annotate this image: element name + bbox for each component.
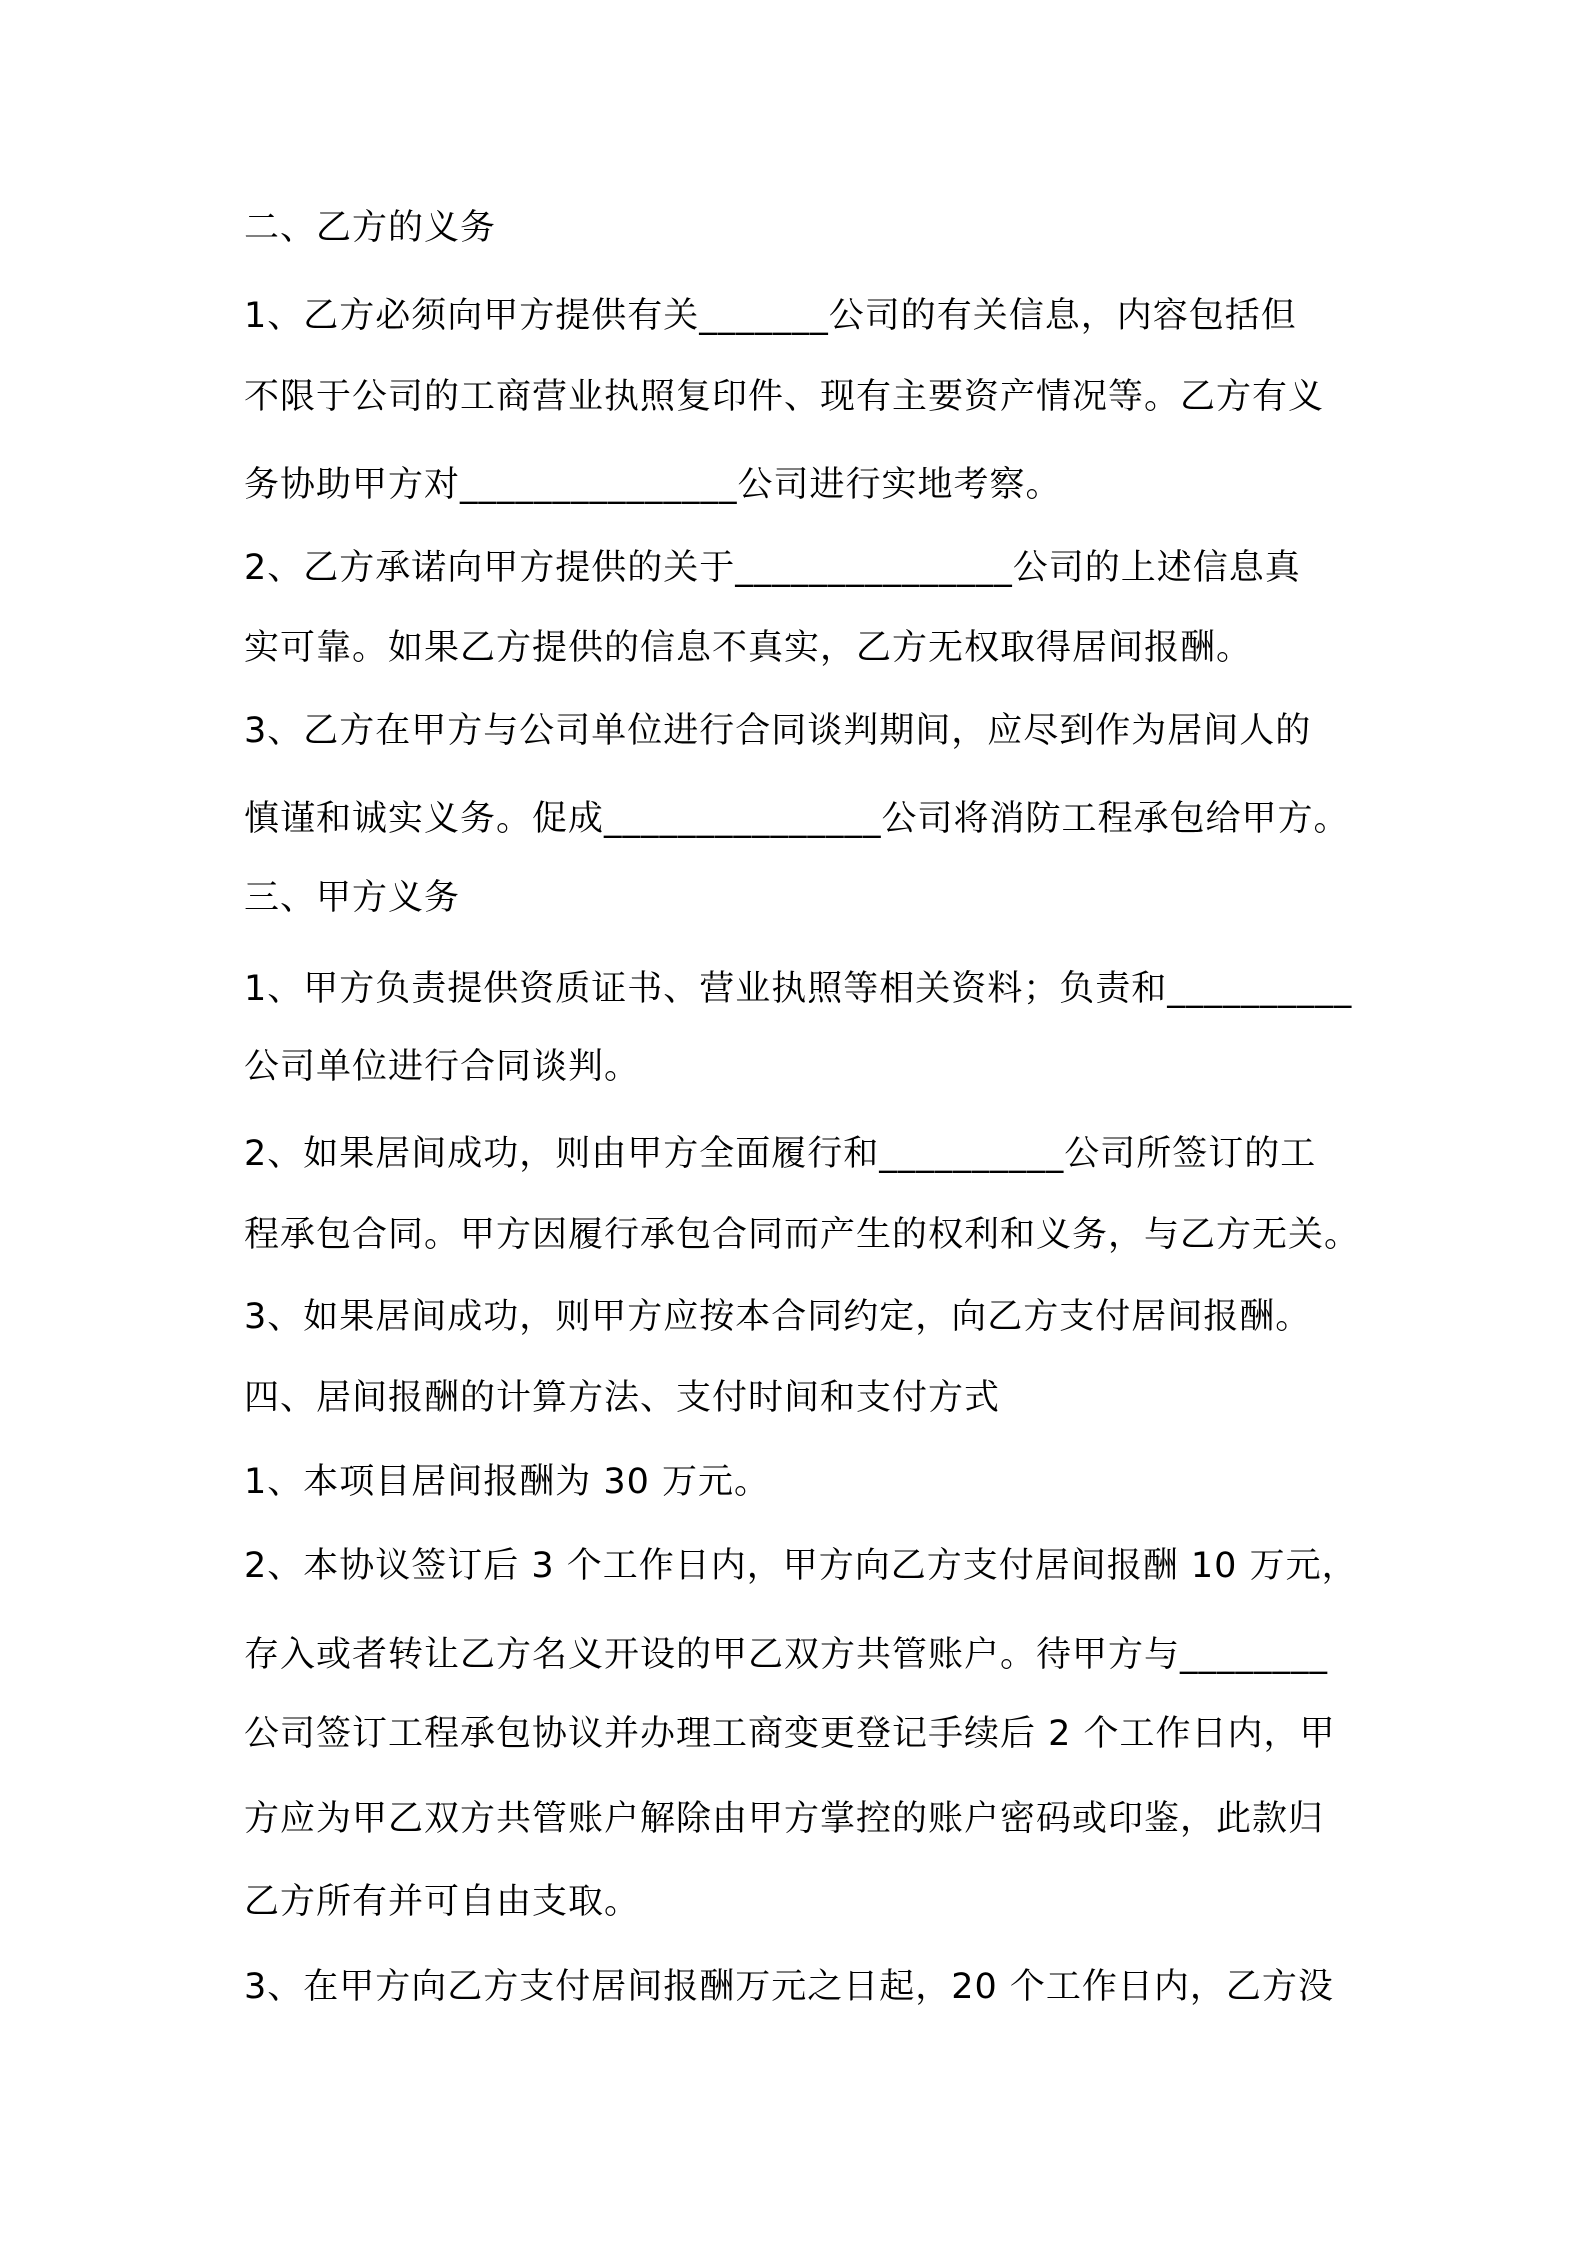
section-heading-party-b-obligations: 二、乙方的义务 (244, 208, 497, 248)
paragraph-line: 乙方所有并可自由支取。 (244, 1882, 641, 1922)
paragraph-line: 2、本协议签订后 3 个工作日内，甲方向乙方支付居间报酬 10 万元， (244, 1546, 1358, 1586)
paragraph-line: 务协助甲方对_______________公司进行实地考察。 (244, 465, 1062, 505)
paragraph-line: 公司单位进行合同谈判。 (244, 1047, 641, 1087)
paragraph-line: 公司签订工程承包协议并办理工商变更登记手续后 2 个工作日内，甲 (244, 1714, 1336, 1754)
paragraph-line: 1、乙方必须向甲方提供有关_______公司的有关信息，内容包括但 (244, 296, 1297, 336)
paragraph-line: 方应为甲乙双方共管账户解除由甲方掌控的账户密码或印鉴，此款归 (244, 1799, 1325, 1839)
paragraph-line: 3、在甲方向乙方支付居间报酬万元之日起，20 个工作日内，乙方没 (244, 1967, 1334, 2007)
paragraph-line: 3、乙方在甲方与公司单位进行合同谈判期间，应尽到作为居间人的 (244, 711, 1312, 751)
section-heading-commission: 四、居间报酬的计算方法、支付时间和支付方式 (244, 1378, 1001, 1418)
paragraph-line: 1、本项目居间报酬为 30 万元。 (244, 1462, 771, 1502)
paragraph-line: 实可靠。如果乙方提供的信息不真实，乙方无权取得居间报酬。 (244, 628, 1253, 668)
paragraph-line: 慎谨和诚实义务。促成_______________公司将消防工程承包给甲方。 (244, 799, 1350, 839)
paragraph-line: 2、如果居间成功，则由甲方全面履行和__________公司所签订的工 (244, 1134, 1317, 1174)
paragraph-line: 2、乙方承诺向甲方提供的关于_______________公司的上述信息真 (244, 548, 1301, 588)
paragraph-line: 不限于公司的工商营业执照复印件、现有主要资产情况等。乙方有义 (244, 377, 1325, 417)
paragraph-line: 3、如果居间成功，则甲方应按本合同约定，向乙方支付居间报酬。 (244, 1297, 1312, 1337)
paragraph-line: 存入或者转让乙方名义开设的甲乙双方共管账户。待甲方与________ (244, 1635, 1329, 1675)
paragraph-line: 1、甲方负责提供资质证书、营业执照等相关资料；负责和__________ (244, 969, 1353, 1009)
paragraph-line: 程承包合同。甲方因履行承包合同而产生的权利和义务，与乙方无关。 (244, 1215, 1361, 1255)
section-heading-party-a-obligations: 三、甲方义务 (244, 878, 461, 918)
